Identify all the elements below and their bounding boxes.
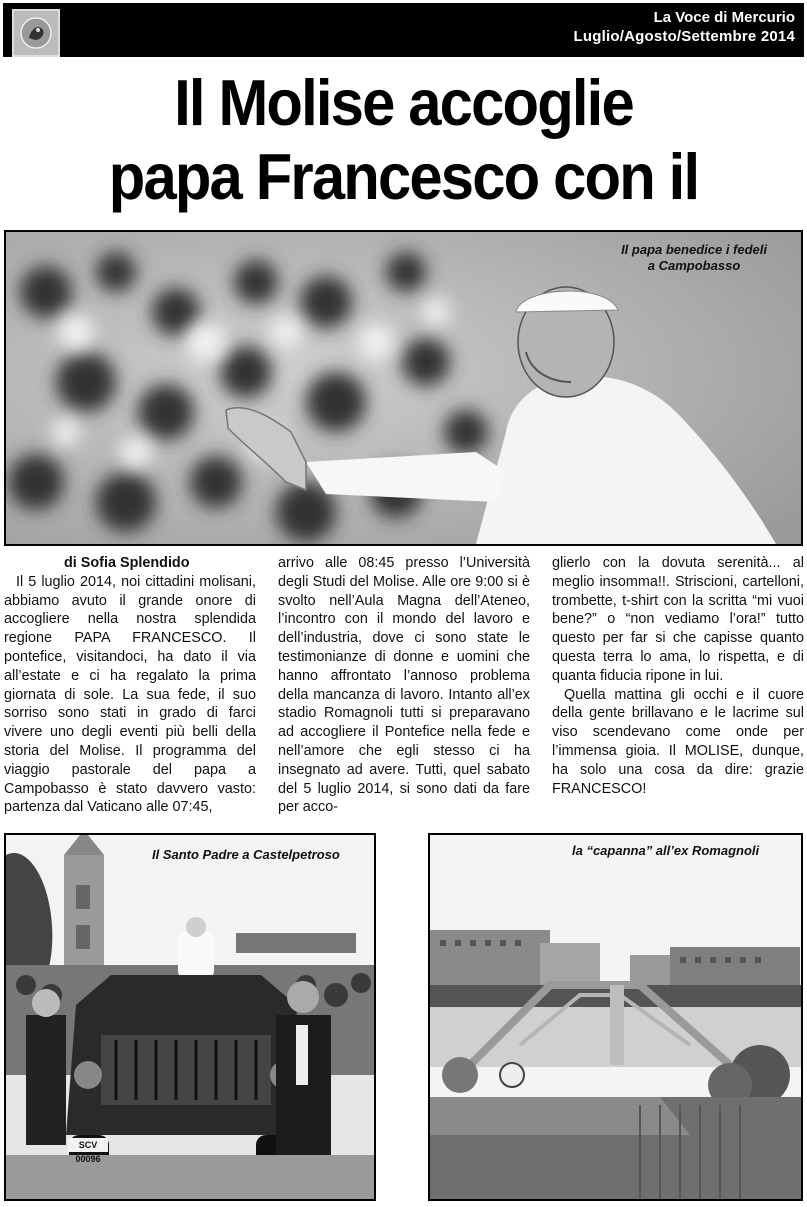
pope-blessing-photo — [6, 232, 801, 544]
headline-line-2: papa Francesco con il — [108, 140, 699, 213]
article-body — [4, 554, 804, 826]
issue-date: Luglio/Agosto/Settembre 2014 — [573, 28, 795, 45]
masthead-bar — [3, 3, 804, 57]
article-paragraph: arrivo alle 08:45 presso l’Università degli Studi del Molise. Alle ore 9:00 si è svolto nell’Aula Magna dell’Ateneo, l’incontro con il mondo del lavoro e dell’industria, dove ci sono state le testimonianze di donne e uomini che hanno affrontato l’annoso problema della mancanza di lavoro. Intanto all’ex stadio Romagnoli tutti si preparavano ad accogliere il Pontefice nella fede e nell’amore che egli stesso ci ha insegnato ad avere. Tutti, quel sabato del 5 luglio 2014, si sono dati da fare per acco- — [278, 555, 530, 816]
castelpetroso-photo — [4, 833, 376, 1201]
article-paragraph: glierlo con la dovuta serenità... al meglio insomma!!. Striscioni, cartelloni, trombette, t-shirt con la scritta “mi vuoi bene?” o “non vediamo l’ora!” tutto questo per far si che capisse quanto questa terra lo ama, lo rispetta, e di quanta fiducia ripone in lui. — [552, 555, 804, 684]
main-photo-caption — [621, 242, 767, 274]
author-byline: di Sofia Splendido — [64, 555, 190, 571]
article-column-1 — [4, 554, 256, 817]
publication-name: La Voce di Mercurio — [653, 9, 795, 26]
masthead-text — [574, 9, 795, 47]
article-paragraph: Quella mattina gli occhi e il cuore della gente brillavano e le lacrime sul viso scendevano come onde per l’immensa gioia. Il MOLISE, dunque, ha solo una cosa da dire: grazie FRANCESCO! — [552, 686, 804, 797]
article-column-2 — [278, 554, 530, 817]
popemobile-photo — [6, 835, 374, 1199]
main-caption-line-2: a Campobasso — [647, 258, 741, 273]
publication-logo — [12, 9, 60, 57]
stadium-capanna-photo — [430, 835, 801, 1199]
left-photo-caption: Il Santo Padre a Castelpetroso — [152, 847, 340, 862]
main-photo — [4, 230, 803, 546]
article-column-3 — [552, 554, 804, 798]
right-photo-caption: la “capanna” all’ex Romagnoli — [572, 843, 760, 858]
vehicle-plate: SCV 00096 — [68, 1138, 108, 1152]
romagnoli-photo — [428, 833, 803, 1201]
logo-emblem-icon — [19, 16, 53, 50]
article-paragraph: Il 5 luglio 2014, noi cittadini molisani, abbiamo avuto il grande onore di accogliere nella nostra splendida regione PAPA FRANCESCO. Il pontefice, visitandoci, ha dato il via all’estate e ci ha regalato la prima giornata di sole. La sua fede, il suo sorriso sono stati in grado di farci vivere uno degli eventi più belli della storia del Molise. Il programma del viaggio pastorale del papa a Campobasso è stato davvero vasto: partenza dal Vaticano alle 07:45, — [4, 573, 256, 816]
headline-line-1: Il Molise accoglie — [174, 66, 633, 139]
main-caption-line-1: Il papa benedice i fedeli — [621, 242, 767, 257]
